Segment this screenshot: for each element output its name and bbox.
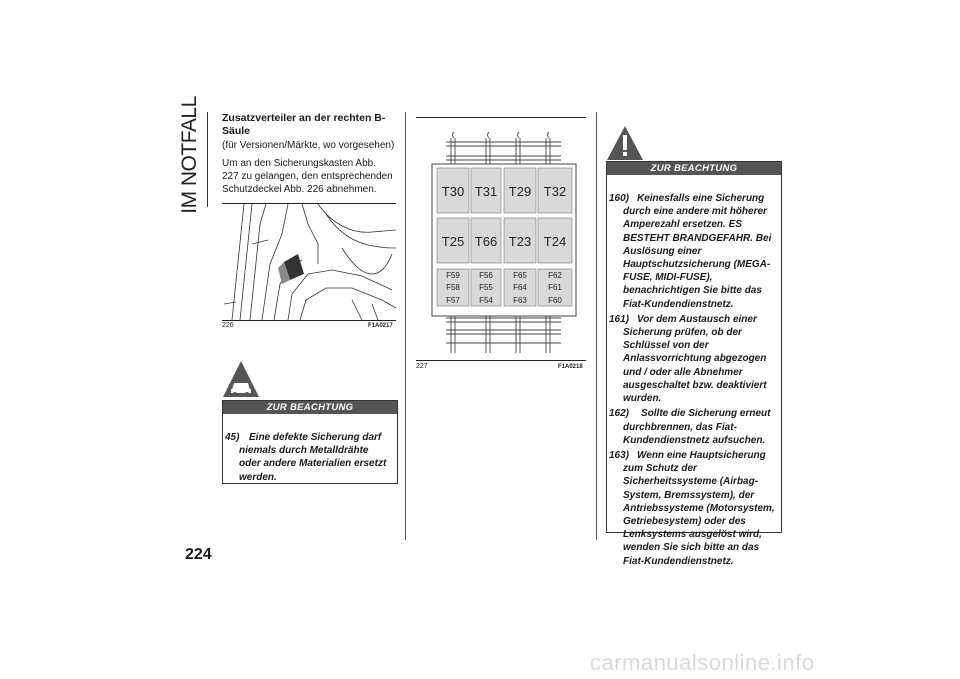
fuse-F58: F58 (446, 283, 460, 292)
figure-226-number: 226 (222, 322, 234, 329)
body-line-3: Schutzdeckel Abb. 226 abnehmen. (222, 184, 377, 195)
warning-right-item-160 (609, 192, 775, 311)
body-line-1: Um an den Sicherungskasten Abb. (222, 158, 376, 169)
relay-T29: T29 (508, 184, 532, 199)
warning-right-title: ZUR BEACHTUNG (607, 162, 781, 175)
figure-227-number: 227 (416, 363, 428, 370)
fuse-F55: F55 (479, 283, 493, 292)
fuse-F63: F63 (513, 296, 527, 305)
fuse-F65: F65 (513, 271, 527, 280)
figure-226-bottom-rule (222, 320, 396, 321)
figure-226-code: F1A0217 (368, 323, 393, 329)
warning-item-number: 161) (609, 313, 630, 325)
fuse-F60: F60 (548, 296, 562, 305)
watermark-text: carmanualsonline.info (590, 650, 815, 675)
exclamation-triangle-icon (605, 124, 645, 162)
page-number: 224 (185, 546, 212, 563)
relay-T66: T66 (474, 234, 498, 249)
warning-left-title: ZUR BEACHTUNG (223, 401, 397, 414)
figure-227-code: F1A0218 (558, 364, 583, 370)
figure-227-bottom-rule (416, 360, 586, 361)
figure-226-illustration (222, 204, 396, 320)
fuse-F56: F56 (479, 271, 493, 280)
section-subheading: (für Versionen/Märkte, wo vorgesehen) (222, 140, 395, 151)
warning-item-text: Vor dem Austausch einer Sicherung prüfen, ob der Schlüssel von der Anlassvorrichtung abgezogen und / oder alle Abnehmer ausgeschaltet bzw. deaktiviert wurden. (623, 313, 767, 405)
warning-box-left (222, 400, 398, 484)
fuse-F64: F64 (513, 283, 527, 292)
fuse-F54: F54 (479, 296, 493, 305)
section-body (222, 157, 402, 196)
warning-right-list (609, 192, 775, 568)
car-warning-icon (221, 359, 261, 399)
relay-T31: T31 (474, 184, 498, 199)
fuse-F62: F62 (548, 271, 562, 280)
fuse-F61: F61 (548, 283, 562, 292)
warning-item-text: Wenn eine Hauptsicherung zum Schutz der Sicherheitssysteme (Airbag-System, Bremssystem), der Antriebssysteme (Motorsystem, Getriebesystem) oder des Lenksystems ausgelöst wird, wenden Sie sich bitte an das Fiat-Kundendienstnetz. (623, 449, 775, 567)
warning-right-item-161 (609, 313, 775, 405)
column-divider-right (596, 112, 597, 540)
relay-T32: T32 (543, 184, 567, 199)
side-title-rule (207, 112, 208, 207)
warning-item-text: Sollte die Sicherung erneut durchbrennen, das Fiat-Kundendienstnetz aufsuchen. (623, 408, 771, 446)
column-divider-left (405, 112, 406, 540)
body-line-2: 227 zu gelangen, den entsprechenden (222, 171, 393, 182)
section-side-title (170, 96, 210, 214)
warning-item-text: Eine defekte Sicherung darf niemals durch Metalldrähte oder andere Materialien ersetzt werden. (239, 432, 387, 483)
relay-T23: T23 (508, 234, 532, 249)
fuse-F57: F57 (446, 296, 460, 305)
warning-item-number: 162) (609, 408, 630, 420)
side-title-text: IM NOTFALL (178, 96, 201, 214)
warning-item-number: 160) (609, 193, 630, 204)
relay-T30: T30 (441, 184, 465, 199)
warning-item-number: 163) (609, 449, 630, 461)
warning-right-item-162 (609, 407, 775, 447)
fuse-F59: F59 (446, 271, 460, 280)
warning-left-item-45 (225, 431, 389, 484)
relay-T24: T24 (543, 234, 567, 249)
warning-right-item-163 (609, 449, 775, 568)
relay-T25: T25 (441, 234, 465, 249)
section-heading: Zusatzverteiler an der rechten B-Säule (222, 112, 386, 137)
warning-item-text: Keinesfalls eine Sicherung durch eine andere mit höherer Amperezahl ersetzen. ES BESTEHT BRANDGEFAHR. Bei Auslösung einer Hauptschutzsicherung (MEGA-FUSE, MIDI-FUSE), benachrichtigen Sie bitte das Fiat-Kundendienstnetz. (623, 193, 772, 310)
warning-item-number: 45) (225, 432, 240, 443)
fuse-box-diagram (416, 118, 586, 358)
warning-box-right (606, 161, 782, 567)
